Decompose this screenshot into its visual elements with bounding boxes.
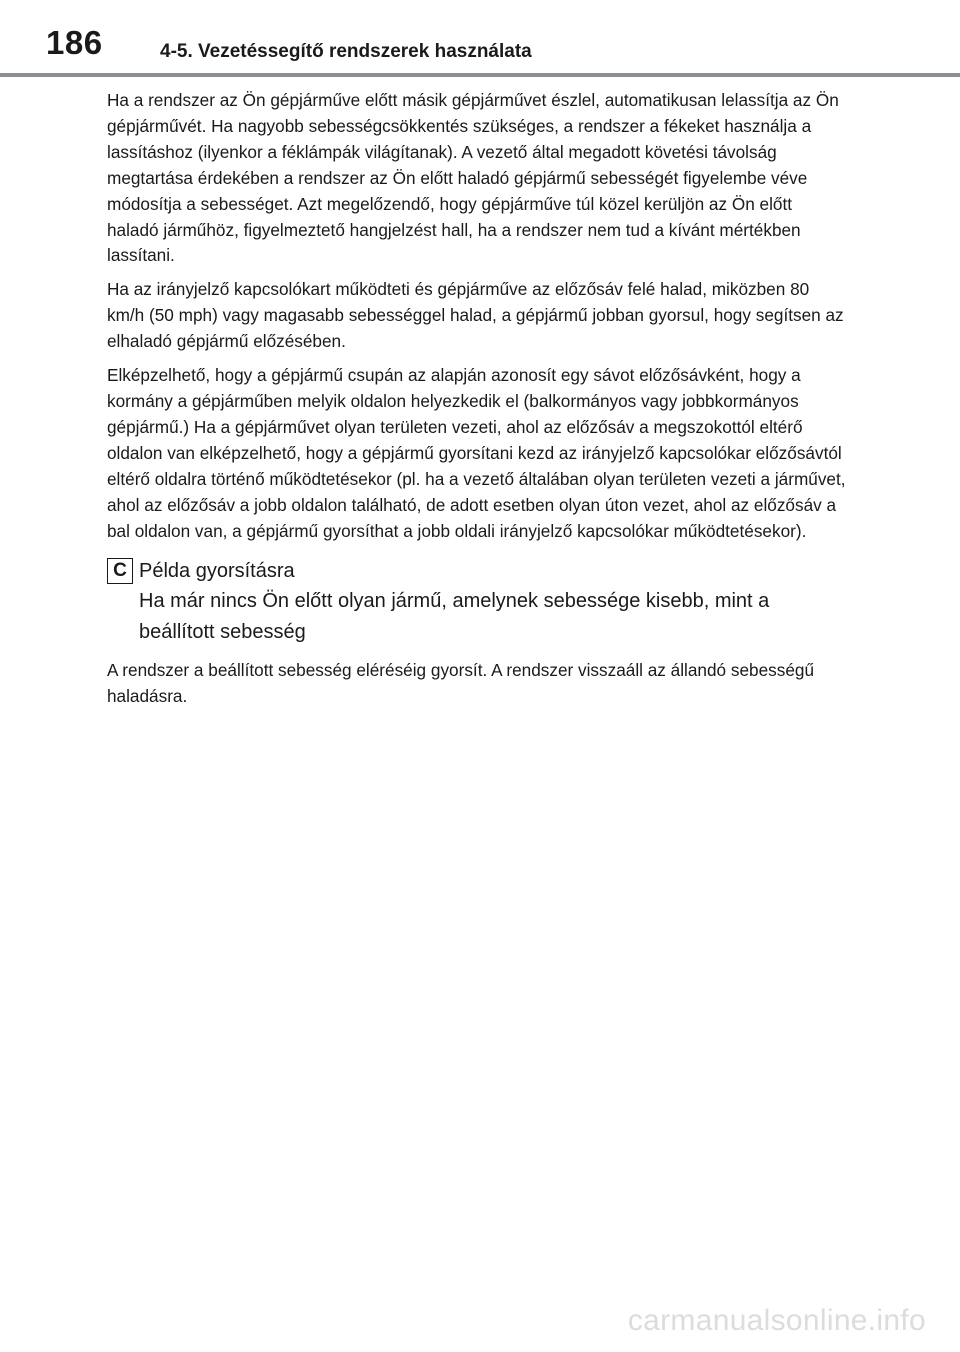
example-description: A rendszer a beállított sebesség eléréséig gyorsít. A rendszer visszaáll az állandó sebességű haladásra. — [107, 660, 815, 707]
example-badge: C — [107, 558, 133, 584]
body-paragraph-3: Elképzelhető, hogy a gépjármű csupán az alapján azonosít egy sávot előzősávként, hogy a kormány a gépjárműben melyik oldalon helyezkedik el (balkormányos vagy jobbkormányos gépjármű.) Ha a gépjárművet olyan területen vezeti, ahol az előzősáv a megszokottól eltérő oldalon van elképzelhető, hogy a gépjármű gyorsítani kezd az irányjelző kapcsolókar előzősávtól eltérő oldalra történő működtetésekor (pl. ha a vezető általában olyan területen vezeti a járművet, ahol az előzősáv a jobb oldalon található, de adott esetben olyan úton vezet, ahol az előzősáv a bal oldalon van, a gépjármű gyorsíthat a jobb oldali irányjelző kapcsolókar működtetésekor). — [107, 365, 846, 541]
page-header — [0, 0, 960, 80]
example-section — [107, 556, 847, 648]
section-title: 4-5. Vezetéssegítő rendszerek használata — [160, 41, 532, 62]
body-paragraph-2: Ha az irányjelző kapcsolókart működteti és gépjárműve az előzősáv felé halad, miközben 80 km/h (50 mph) vagy magasabb sebességgel halad, a gépjármű jobban gyorsul, hogy segítsen az elhaladó gépjármű előzésében. — [107, 279, 844, 352]
example-title: Példa gyorsításra — [139, 560, 295, 583]
page-number: 186 — [46, 24, 103, 61]
watermark: carmanualsonline.info — [627, 1304, 926, 1337]
page-content — [107, 88, 847, 727]
example-subtitle: Ha már nincs Ön előtt olyan jármű, amelynek sebessége kisebb, mint a beállított sebesség — [139, 590, 770, 644]
body-paragraph-1: Ha a rendszer az Ön gépjárműve előtt másik gépjárművet észlel, automatikusan lelassítja az Ön gépjárművét. Ha nagyobb sebességcsökkentés szükséges, a rendszer a fékeket használja a lassításhoz (ilyenkor a féklámpák világítanak). A vezető által megadott követési távolság megtartása érdekében a rendszer az Ön előtt haladó gépjármű sebességét figyelembe véve módosítja a sebességet. Azt megelőzendő, hogy gépjárműve túl közel kerüljön az Ön előtt haladó járműhöz, figyelmeztető hangjelzést hall, ha a rendszer nem tud a kívánt mértékben lassítani. — [107, 90, 839, 266]
header-divider — [0, 73, 960, 77]
